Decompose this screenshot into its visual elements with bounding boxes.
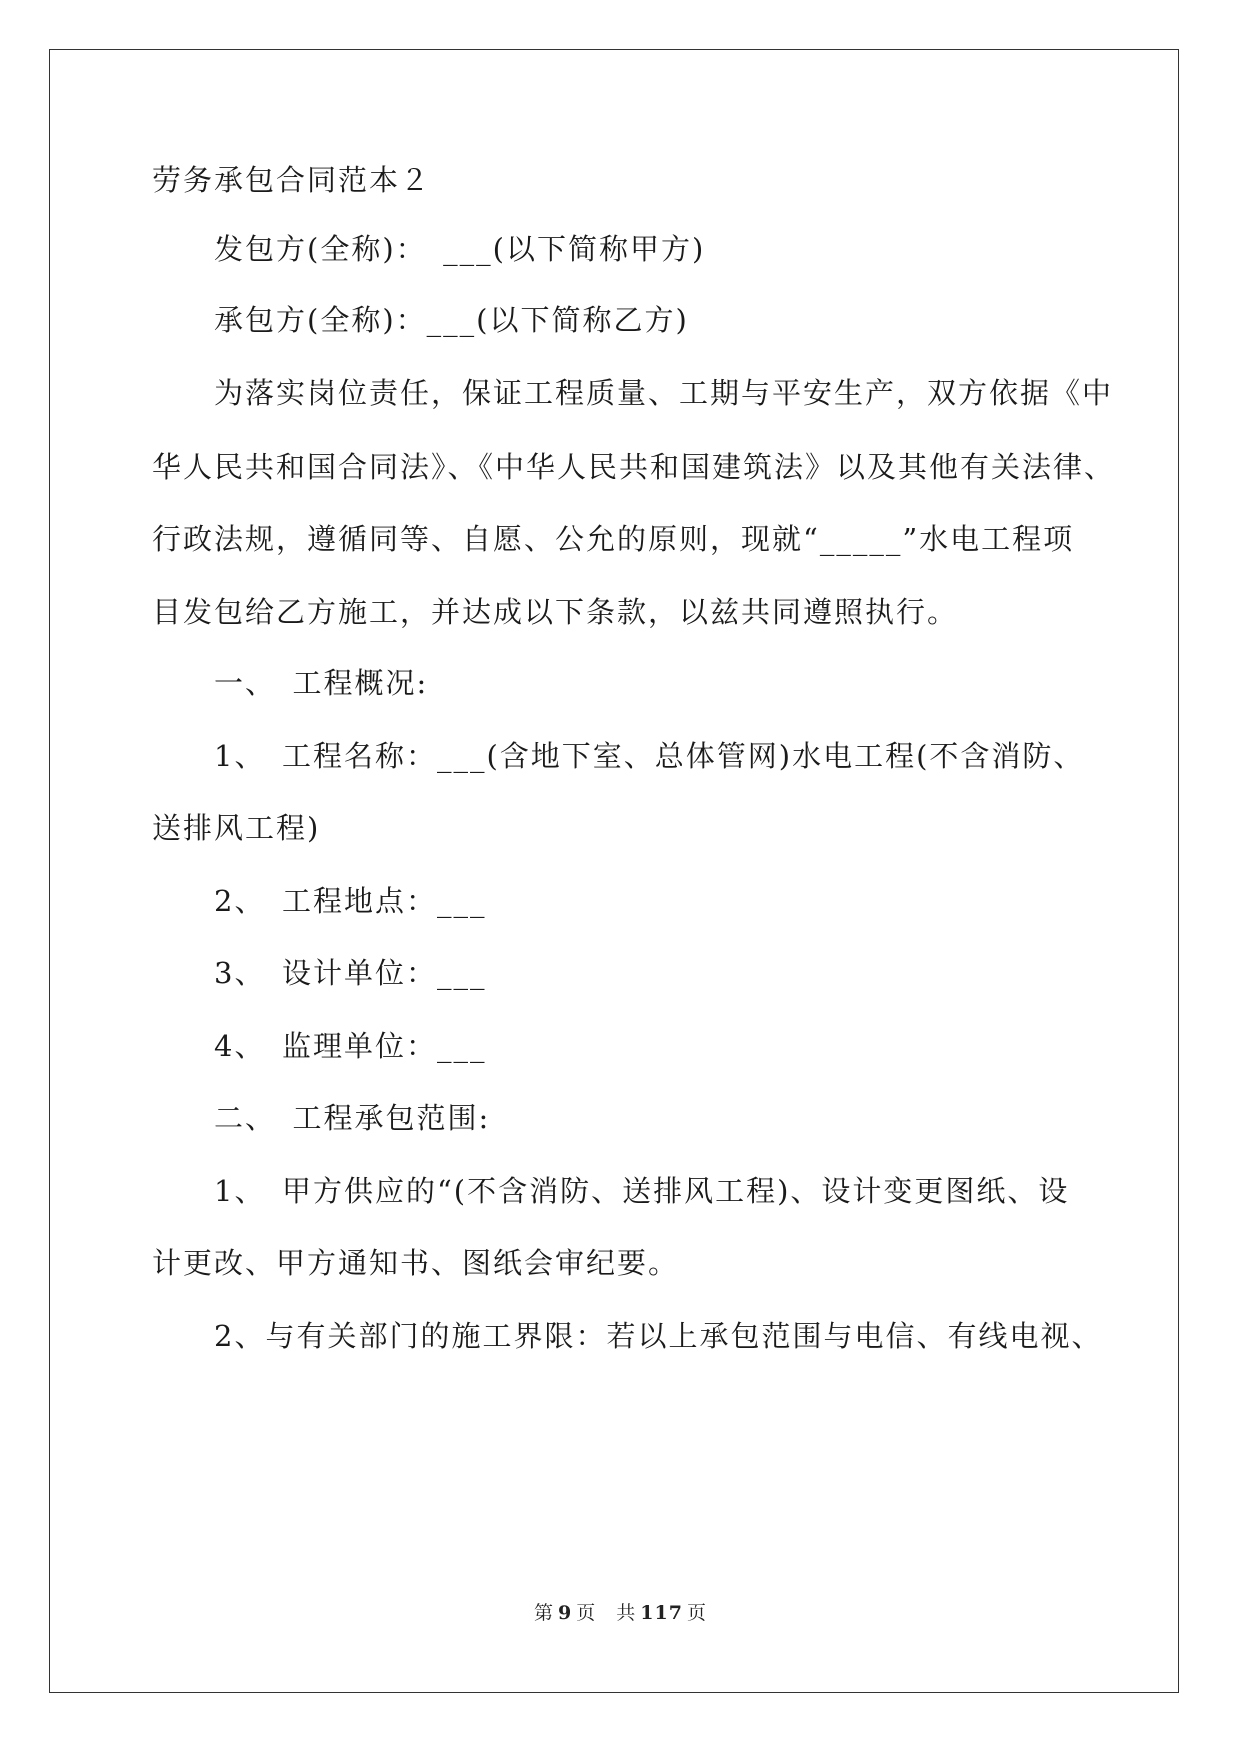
page-number: 9	[558, 1602, 573, 1624]
paragraph-line: 目发包给乙方施工，并达成以下条款，以兹共同遵照执行。	[152, 595, 959, 629]
list-item: 3、 设计单位：___	[214, 956, 487, 990]
list-item: 2、与有关部门的施工界限：若以上承包范围与电信、有线电视、	[214, 1319, 1103, 1353]
list-item: 1、 甲方供应的“(不含消防、送排风工程)、设计变更图纸、设	[214, 1174, 1070, 1208]
list-item-continuation: 计更改、甲方通知书、图纸会审纪要。	[152, 1246, 680, 1280]
page-mid: 页 共	[576, 1602, 637, 1624]
page-footer	[0, 1598, 1241, 1625]
paragraph-line: 华人民共和国合同法》、《中华人民共和国建筑法》以及其他有关法律、	[152, 450, 1116, 484]
list-item: 2、 工程地点：___	[214, 884, 487, 918]
page-prefix: 第	[534, 1602, 555, 1624]
party-a-line: 发包方(全称)： ___(以下简称甲方)	[214, 232, 706, 266]
list-item: 4、 监理单位：___	[214, 1029, 487, 1063]
list-item-continuation: 送排风工程)	[152, 811, 321, 845]
page-total: 117	[640, 1602, 683, 1624]
page-suffix: 页	[686, 1602, 707, 1624]
section-heading-2: 二、 工程承包范围:	[214, 1101, 491, 1135]
document-title: 劳务承包合同范本２	[152, 163, 432, 197]
party-b-line: 承包方(全称)：___(以下简称乙方)	[214, 303, 689, 337]
page-border	[49, 49, 1179, 1693]
section-heading-1: 一、 工程概况:	[214, 666, 429, 700]
list-item: 1、 工程名称：___(含地下室、总体管网)水电工程(不含消防、	[214, 739, 1085, 773]
paragraph-line: 行政法规，遵循同等、自愿、公允的原则，现就“_____”水电工程项	[152, 522, 1075, 556]
paragraph-line: 为落实岗位责任，保证工程质量、工期与平安生产，双方依据《中	[214, 376, 1114, 410]
